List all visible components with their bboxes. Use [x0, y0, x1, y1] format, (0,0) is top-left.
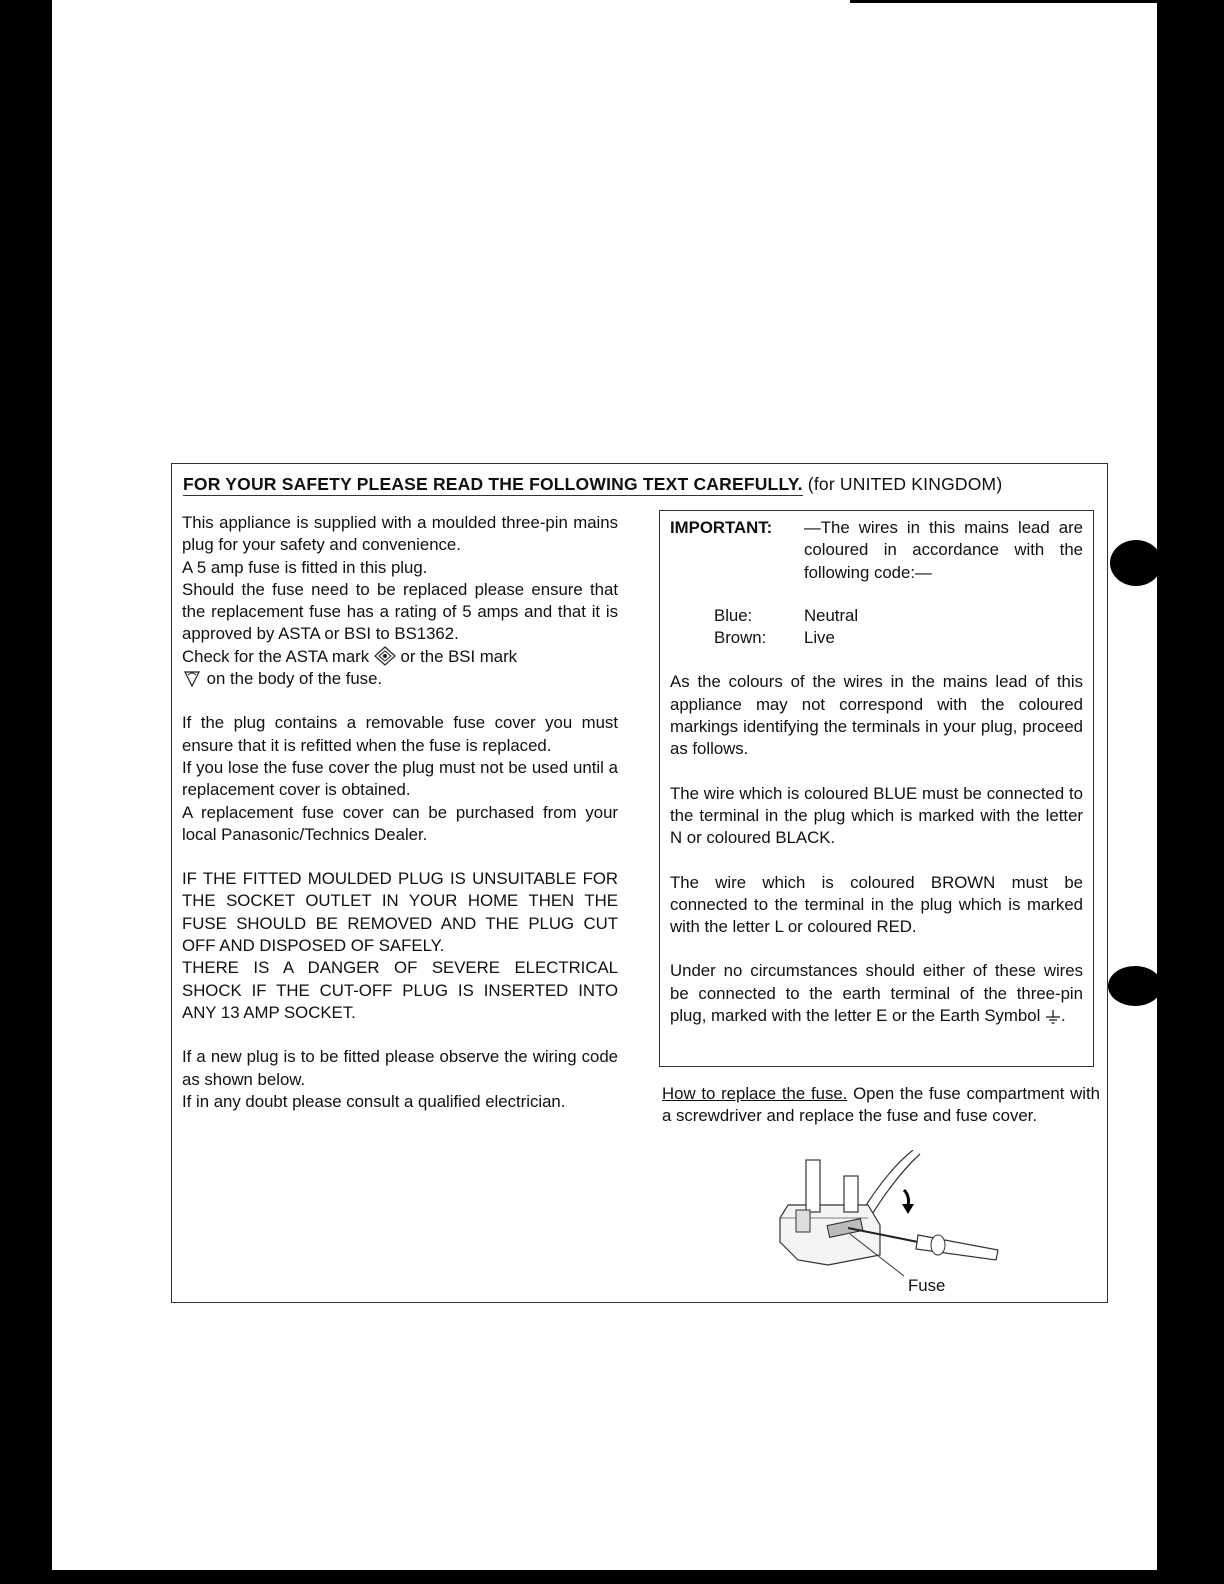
wire-colour: Blue:: [714, 605, 753, 625]
paragraph: If you lose the fuse cover the plug must not be used until a replacement cover is obtained.: [182, 757, 618, 800]
notice-heading: [183, 474, 1002, 495]
important-intro: —The wires in this mains lead are coloured in accordance with the following code:—: [804, 518, 1083, 582]
scan-border-bottom: [0, 1570, 1224, 1584]
paragraph: A replacement fuse cover can be purchased from your local Panasonic/Technics Dealer.: [182, 802, 618, 844]
scan-smudge: [1110, 540, 1162, 586]
wire-code-table: [714, 605, 858, 650]
paragraph: A 5 amp fuse is fitted in this plug.: [182, 557, 428, 577]
paragraph: If a new plug is to be fitted please observe the wiring code as shown below.: [182, 1047, 618, 1089]
heading-region: (for UNITED KINGDOM): [807, 474, 1003, 494]
paragraph: The wire which is coloured BROWN must be connected to the terminal in the plug which is marked with the letter L or coloured RED.: [670, 872, 1083, 937]
scan-border-left: [0, 0, 52, 1584]
left-column: [182, 512, 618, 1113]
paragraph: This appliance is supplied with a moulded three-pin mains plug for your safety and convenience.: [182, 513, 618, 555]
wire-colour: Brown:: [714, 628, 767, 648]
safety-notice: [171, 463, 1108, 1303]
fuse-body-text: on the body of the fuse.: [206, 669, 383, 689]
earth-text-end: .: [1060, 1006, 1066, 1026]
scan-border-top: [850, 0, 1160, 3]
fuse-instructions: [662, 1083, 1100, 1128]
wire-code-row: [714, 605, 858, 627]
paragraph: As the colours of the wires in the mains lead of this appliance may not correspond with the coloured markings identifying the terminals in your plug, proceed as follows.: [670, 672, 1083, 759]
heading-main: FOR YOUR SAFETY PLEASE READ THE FOLLOWING TEXT CAREFULLY.: [183, 474, 803, 494]
fuse-caption: Fuse: [908, 1276, 946, 1295]
plug-fuse-illustration: [768, 1150, 1018, 1290]
paragraph: If the plug contains a removable fuse cover you must ensure that it is refitted when the fuse is replaced.: [182, 713, 618, 755]
scan-border-right: [1157, 0, 1224, 1584]
paragraph-marks: [182, 646, 618, 691]
paragraph: The wire which is coloured BLUE must be connected to the terminal in the plug which is marked with the letter N or coloured BLACK.: [670, 783, 1083, 848]
asta-mark-icon: [374, 646, 396, 666]
important-box: [659, 510, 1094, 1067]
fuse-text: Open the fuse compartment with a screwdriver and replace the fuse and fuse cover.: [662, 1084, 1100, 1126]
earth-text: Under no circumstances should either of these wires be connected to the earth terminal of the three-pin plug, marked with the letter E or the Earth Symbol: [670, 961, 1083, 1026]
important-label: IMPORTANT:: [670, 518, 773, 537]
paragraph: Should the fuse need to be replaced please ensure that the replacement fuse has a rating of 5 amps and that it is approved by ASTA or BSI to BS1362.: [182, 579, 618, 644]
scan-smudge: [1108, 966, 1162, 1006]
wire-code-row: [714, 627, 858, 649]
wire-meaning: Live: [804, 628, 835, 648]
asta-text: Check for the ASTA mark: [182, 646, 370, 666]
bsi-kitemark-icon: [182, 668, 202, 688]
warning-paragraph: IF THE FITTED MOULDED PLUG IS UNSUITABLE FOR THE SOCKET OUTLET IN YOUR HOME THEN THE FUSE SHOULD BE REMOVED AND THE PLUG CUT OFF AND DISPOSED OF SAFELY.: [182, 869, 618, 956]
warning-paragraph: THERE IS A DANGER OF SEVERE ELECTRICAL SHOCK IF THE CUT-OFF PLUG IS INSERTED INTO ANY 13 AMP SOCKET.: [182, 958, 618, 1022]
earth-symbol-icon: [1045, 1009, 1061, 1025]
paragraph-earth: [670, 960, 1083, 1027]
paragraph: If in any doubt please consult a qualified electrician.: [182, 1091, 566, 1111]
wire-meaning: Neutral: [804, 605, 859, 625]
fuse-heading: How to replace the fuse.: [662, 1084, 848, 1103]
bsi-text: or the BSI mark: [400, 646, 518, 666]
